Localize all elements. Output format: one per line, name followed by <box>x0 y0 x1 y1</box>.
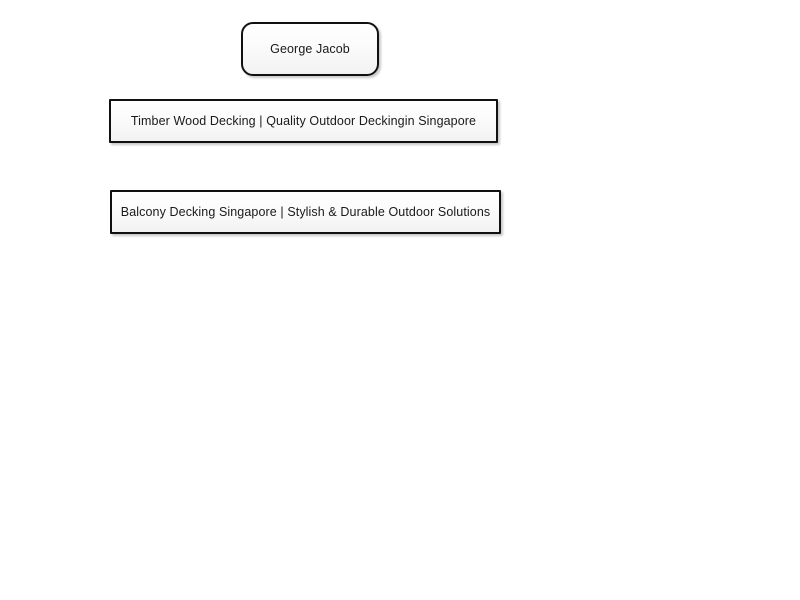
diagram-node-balcony-decking-label: Balcony Decking Singapore | Stylish & Durable Outdoor Solutions <box>120 204 491 219</box>
diagram-node-timber-wood-decking[interactable] <box>109 99 498 143</box>
diagram-node-balcony-decking[interactable] <box>110 190 501 234</box>
diagram-node-root[interactable] <box>241 22 379 76</box>
diagram-node-root-label: George Jacob <box>270 41 350 56</box>
diagram-node-timber-wood-decking-label: Timber Wood Decking | Quality Outdoor Deckingin Singapore <box>130 113 477 128</box>
